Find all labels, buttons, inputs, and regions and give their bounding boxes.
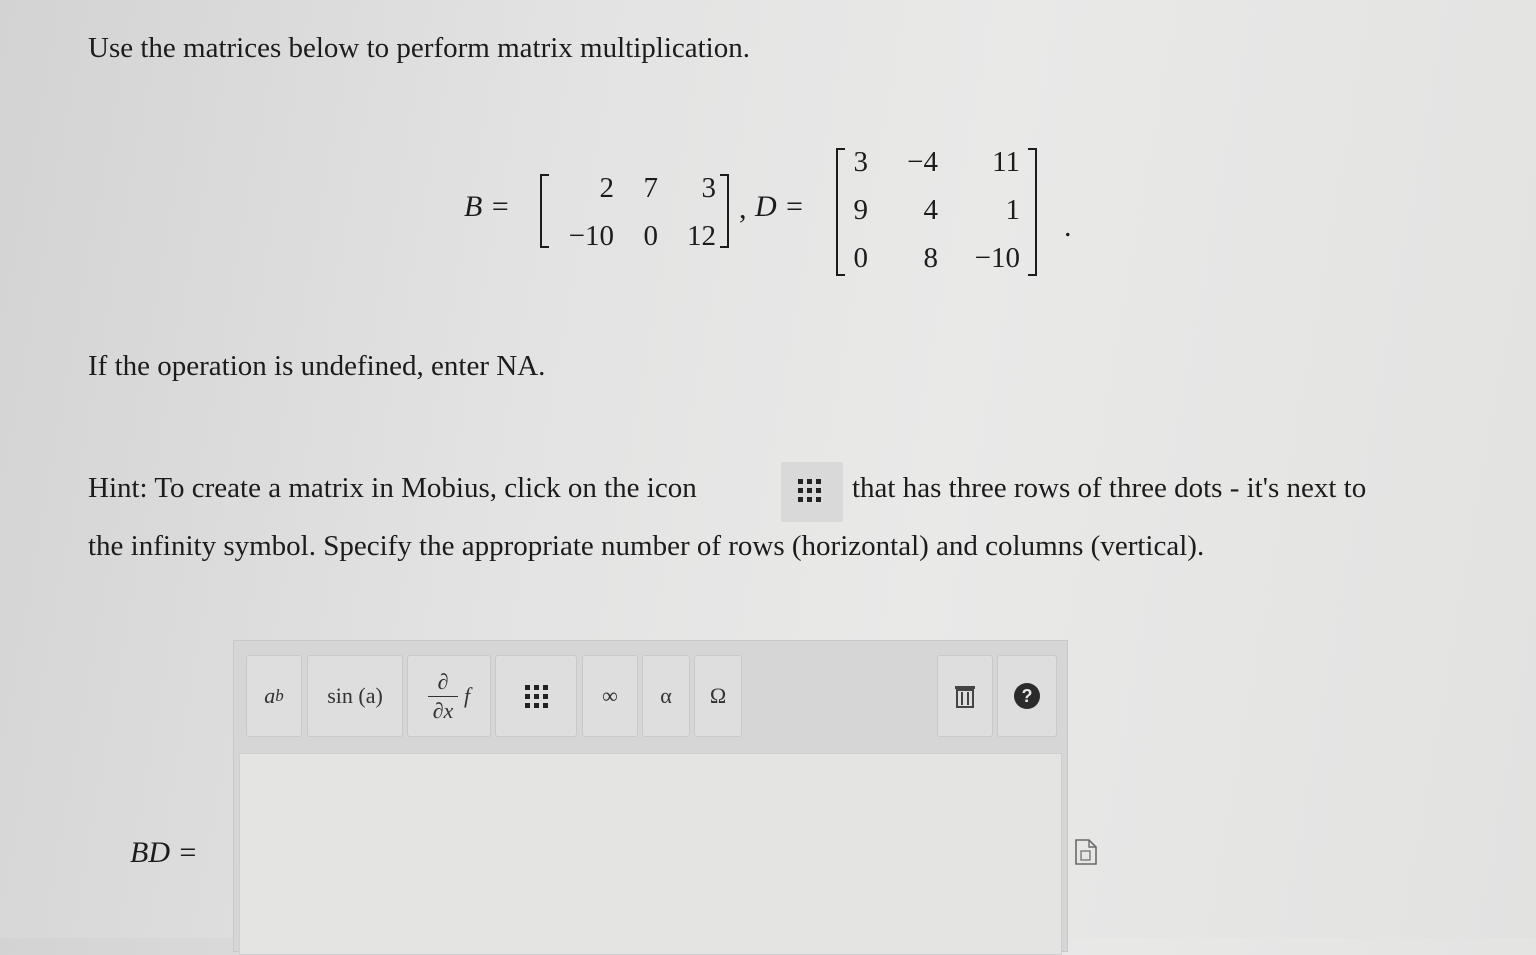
matrix-d-cell: 1 bbox=[1005, 194, 1020, 226]
matrix-b-cell: 2 bbox=[599, 172, 614, 204]
matrix-b-cell: 7 bbox=[643, 172, 658, 204]
matrix-d-cell: 3 bbox=[853, 146, 868, 178]
infinity-symbol: ∞ bbox=[602, 683, 618, 708]
matrix-d-cell: 0 bbox=[853, 242, 868, 274]
partial-numerator: ∂ bbox=[437, 668, 449, 694]
matrix-d-label: D = bbox=[755, 190, 805, 223]
matrix-b-cell: 0 bbox=[643, 220, 658, 252]
derivative-fraction bbox=[428, 668, 458, 723]
answer-label: BD = bbox=[130, 836, 198, 869]
partial-denominator: ∂x bbox=[432, 697, 454, 723]
infinity-button[interactable] bbox=[582, 655, 638, 737]
matrix-b-right-bracket bbox=[720, 174, 729, 248]
hint-text-part2: that has three rows of three dots - it's next to bbox=[852, 472, 1367, 504]
matrix-separator: , bbox=[739, 192, 747, 225]
special-symbols-button[interactable] bbox=[694, 655, 742, 737]
matrix-d-cell: 9 bbox=[853, 194, 868, 226]
question-prompt: Use the matrices below to perform matrix multiplication. bbox=[88, 32, 750, 64]
derivative-f: f bbox=[463, 683, 471, 708]
matrix-b-cell: 12 bbox=[687, 220, 716, 252]
matrix-d-right-bracket bbox=[1028, 148, 1037, 276]
hint-text-part1: Hint: To create a matrix in Mobius, click on the icon bbox=[88, 472, 697, 504]
hint-text-line2: the infinity symbol. Specify the appropriate number of rows (horizontal) and columns (vertical). bbox=[88, 530, 1205, 562]
matrix-b-cell: −10 bbox=[568, 220, 614, 252]
alpha-symbol: α bbox=[660, 683, 672, 708]
delete-button[interactable] bbox=[937, 655, 993, 737]
matrix-end-punct: . bbox=[1064, 210, 1072, 243]
function-label: sin (a) bbox=[327, 683, 383, 708]
help-icon: ? bbox=[1014, 683, 1040, 709]
trash-icon bbox=[954, 684, 976, 708]
matrix-expression bbox=[0, 0, 1536, 300]
matrix-button[interactable] bbox=[495, 655, 577, 737]
document-icon[interactable] bbox=[1074, 838, 1098, 866]
matrix-d-cell: −4 bbox=[907, 146, 938, 178]
matrix-b-left-bracket bbox=[540, 174, 549, 248]
matrix-dots-icon bbox=[781, 462, 843, 522]
matrix-d-cell: 11 bbox=[992, 146, 1020, 178]
matrix-b-label: B = bbox=[464, 190, 511, 223]
undefined-note: If the operation is undefined, enter NA. bbox=[88, 350, 546, 382]
greek-letters-button[interactable] bbox=[642, 655, 690, 737]
superscript-exp: b bbox=[275, 686, 284, 705]
help-button[interactable] bbox=[997, 655, 1057, 737]
matrix-d-cell: 4 bbox=[923, 194, 938, 226]
matrix-d-cell: 8 bbox=[923, 242, 938, 274]
math-editor bbox=[233, 640, 1068, 952]
function-button[interactable] bbox=[307, 655, 403, 737]
matrix-dots-icon bbox=[525, 685, 548, 708]
omega-symbol: Ω bbox=[709, 683, 727, 708]
answer-input[interactable] bbox=[239, 753, 1062, 955]
matrix-d-cell: −10 bbox=[974, 242, 1020, 274]
superscript-base: a bbox=[264, 683, 276, 708]
matrix-b-cell: 3 bbox=[701, 172, 716, 204]
superscript-button[interactable] bbox=[246, 655, 302, 737]
derivative-button[interactable] bbox=[407, 655, 491, 737]
